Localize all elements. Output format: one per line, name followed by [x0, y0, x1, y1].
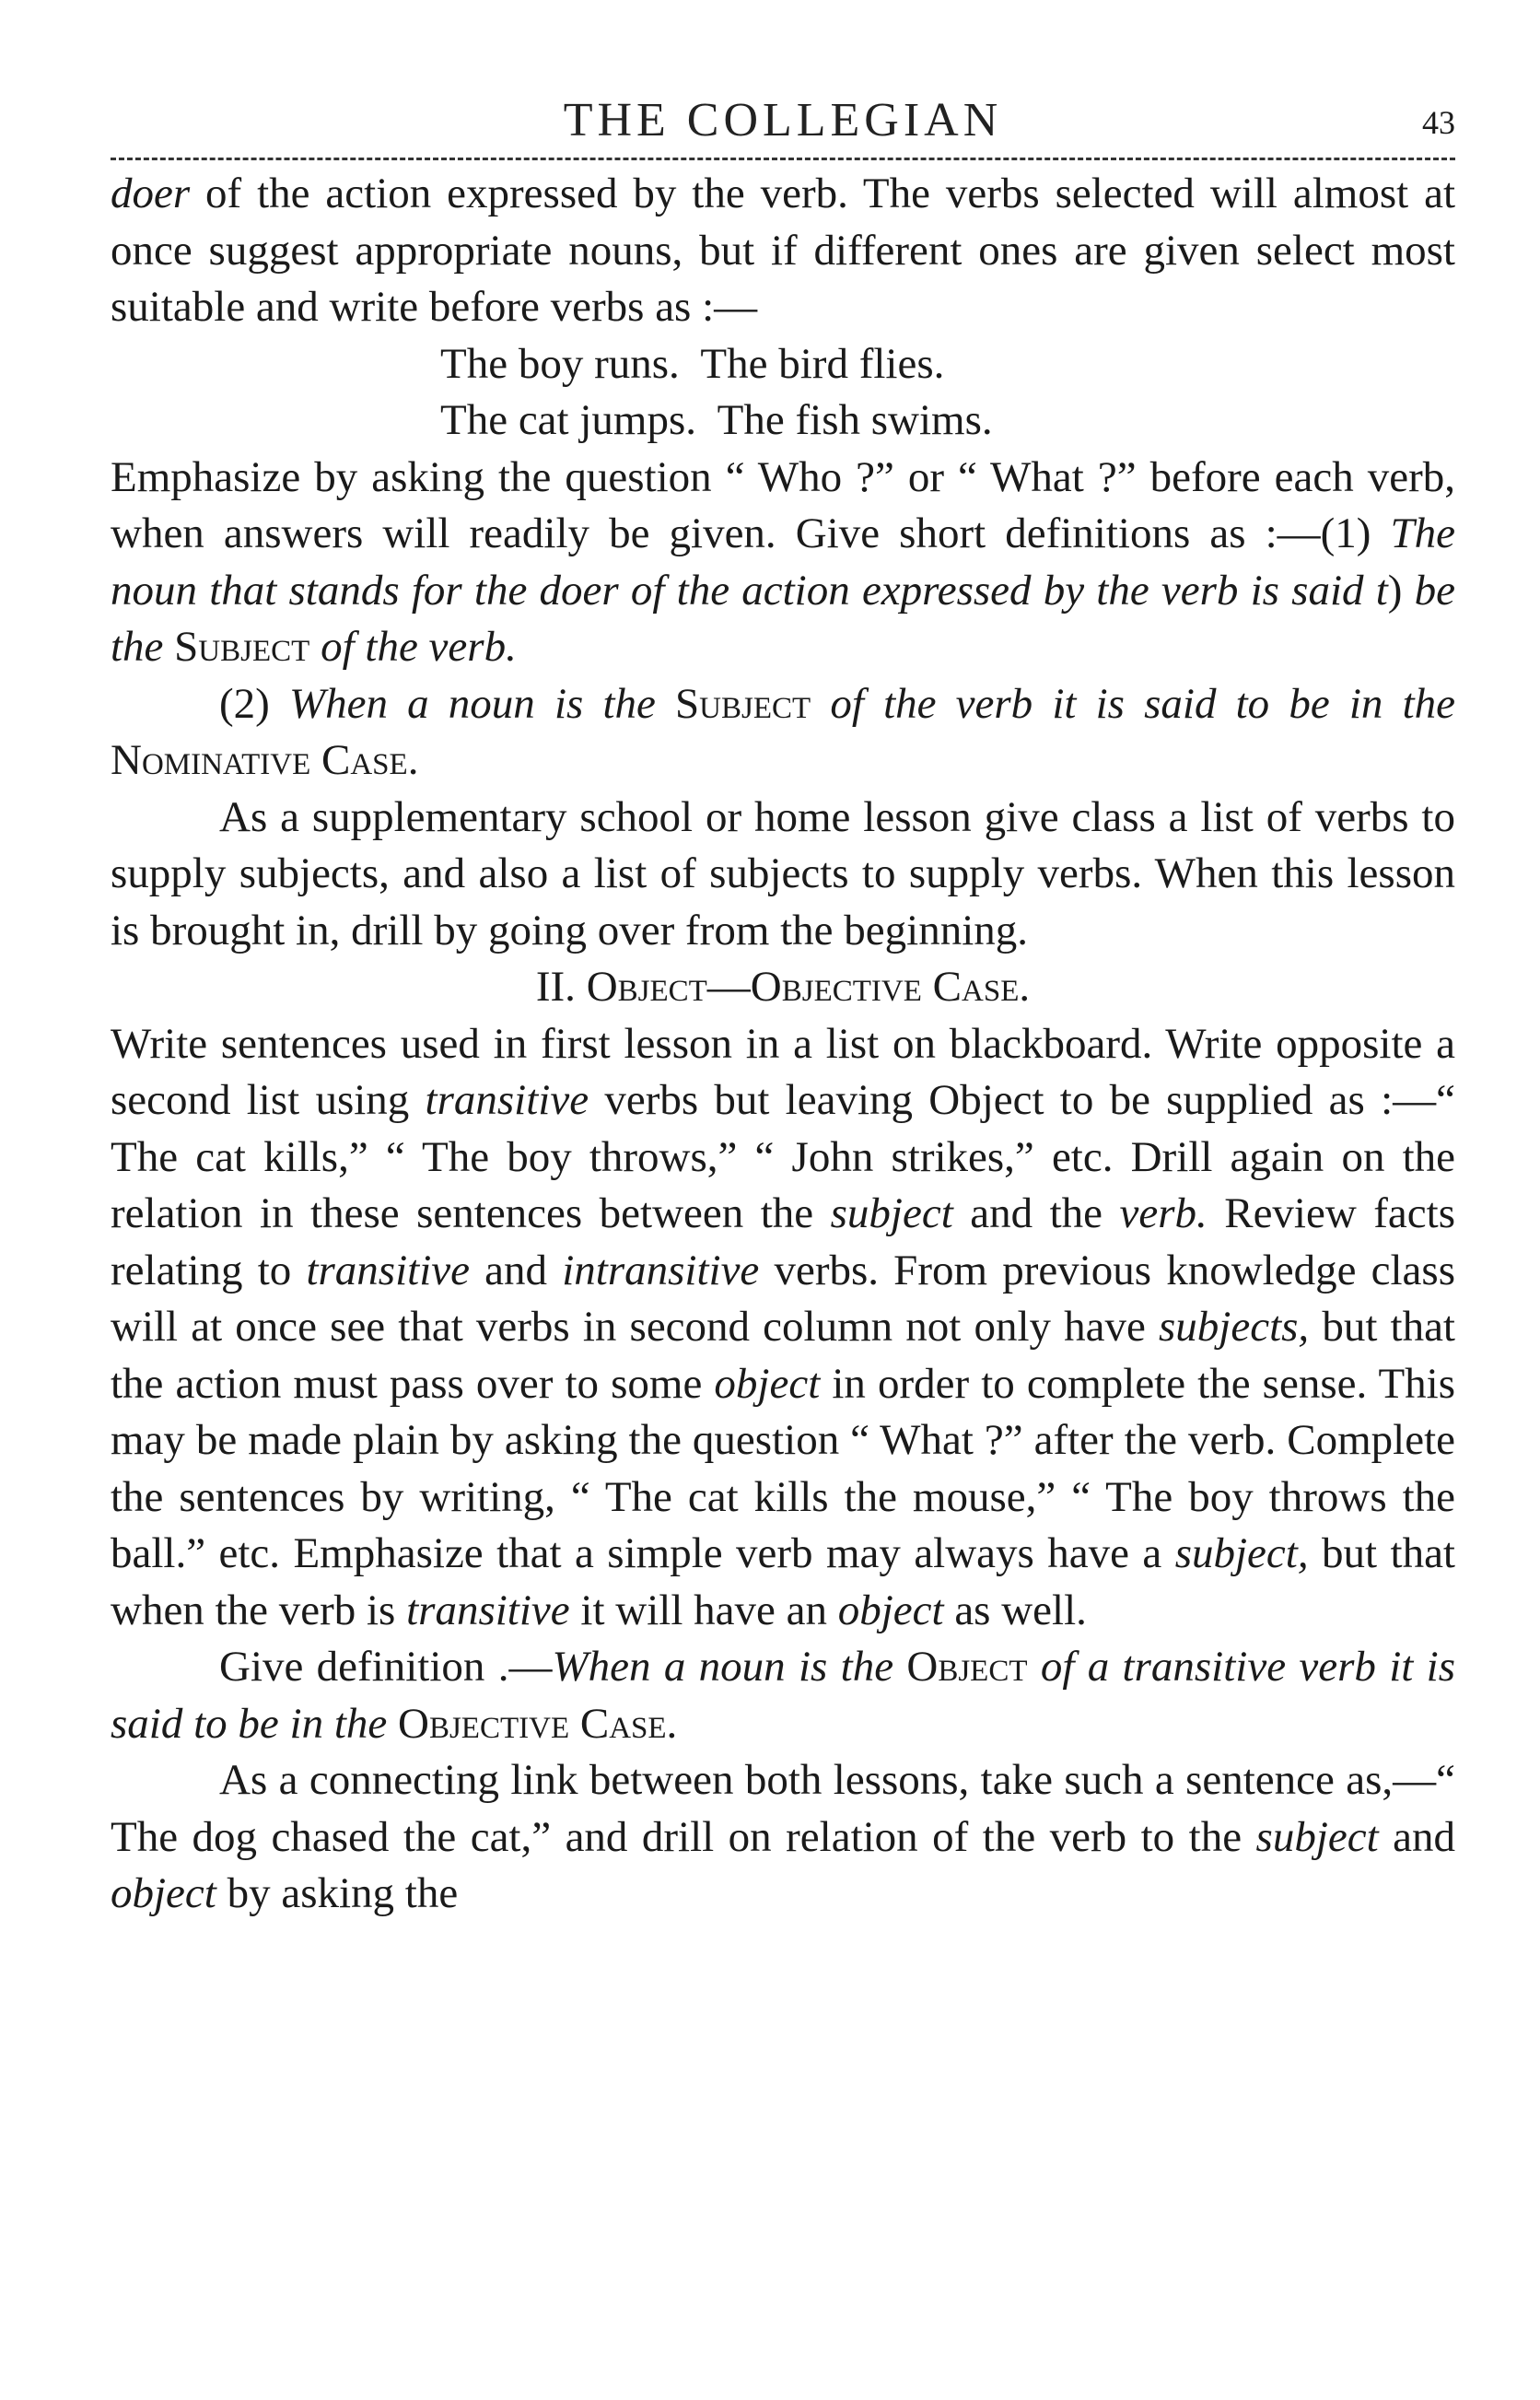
- punctuation: .: [407, 736, 419, 784]
- italic-term: subjects,: [1159, 1303, 1310, 1351]
- definition-2-text: When a noun is the: [288, 679, 676, 728]
- paragraph-write-sentences: [111, 1016, 1455, 1640]
- italic-term: transitive: [306, 1246, 470, 1294]
- paragraph-supplementary: As a supplementary school or home lesson give class a list of verbs to supply subjects, and also a list of subjects to supply verbs. When this lesson is brought in, drill by going over from the beginning.: [111, 792, 1455, 954]
- running-title: THE COLLEGIAN: [563, 94, 1003, 146]
- paragraph-text: of the action expressed by the verb. The verbs selected will almost at once suggest appropriate nouns, but if different ones are given select most suitable and write before verbs as :—: [111, 170, 1455, 331]
- paragraph-text: As a connecting link between both lessons, take such a sentence as,—“ The dog chased the cat,” and drill on relation of the verb to the: [111, 1756, 1455, 1861]
- term-subject: Subject: [174, 623, 310, 671]
- italic-doer: doer: [111, 170, 191, 217]
- paragraph-text: and the: [952, 1189, 1120, 1237]
- definition-1-text: of the verb.: [321, 623, 517, 671]
- definition-text: When a noun is the: [552, 1643, 907, 1691]
- paragraph-doer: [111, 166, 1455, 336]
- example-line-2: The cat jumps. The fish swims.: [440, 396, 993, 444]
- paragraph-text: by asking the: [216, 1869, 459, 1917]
- italic-term: object: [111, 1869, 216, 1917]
- definition-2-text: of the verb it is said to be in the: [811, 679, 1455, 728]
- italic-term: transitive: [425, 1076, 589, 1124]
- paragraph-text: as well.: [943, 1586, 1087, 1634]
- section-heading: [111, 959, 1455, 1016]
- paragraph-text: verbs but leaving Object to be supplied as :—“ The cat kills,” “ The boy throws,” “ John strikes,” etc. Drill again on the relation in these sentences between the: [111, 1076, 1455, 1237]
- page-header: [111, 88, 1455, 154]
- term-objective-case: Objective Case: [398, 1699, 667, 1748]
- page-number: 43: [1422, 104, 1455, 141]
- section-number: II.: [535, 963, 576, 1011]
- definition-number: (2): [219, 679, 289, 728]
- paragraph-text: Write sentences used in first lesson in a list on blackboard. Write opposite a second list using: [111, 1019, 1455, 1124]
- italic-term: subject,: [1174, 1529, 1309, 1577]
- italic-term: verb.: [1119, 1189, 1208, 1237]
- definition-1-text: be the: [111, 566, 1455, 671]
- term-subject: Subject: [675, 679, 811, 728]
- paragraph-text: Emphasize by asking the question “ Who ?” or “ What ?” before each verb, when answers will readily be given. Give short definitions as :—(1): [111, 452, 1455, 557]
- italic-term: transitive: [406, 1586, 570, 1634]
- paragraph-definition-object: [111, 1639, 1455, 1752]
- paragraph-text: in order to complete the sense. This may be made plain by asking the question “ What ?” after the verb. Complete the sentences by writing, “ The cat kills the mouse,” “ The boy throws the ball.” etc. Emphasize that a simple verb may always have a: [111, 1359, 1456, 1577]
- printing-artifact: ): [1387, 566, 1403, 615]
- paragraph-emphasize: [111, 450, 1455, 676]
- definition-1-text: The noun that stands for the doer of the action expressed by the verb is said t: [111, 509, 1455, 615]
- paragraph-text: but that the action must pass over to some: [111, 1303, 1455, 1408]
- italic-term: subject: [1255, 1812, 1379, 1861]
- paragraph-definition-2: [111, 676, 1455, 790]
- term-nominative-case: Nominative Case: [111, 736, 408, 784]
- body-text: [111, 166, 1455, 1923]
- punctuation: .: [666, 1699, 678, 1748]
- header-rule: [111, 158, 1455, 160]
- paragraph-text: Review facts relating to: [111, 1189, 1455, 1294]
- paragraph-text: and: [470, 1246, 563, 1294]
- paragraph-text: verbs. From previous knowledge class will at once see that verbs in second column not only have: [111, 1246, 1455, 1351]
- italic-term: object: [837, 1586, 944, 1634]
- example-line-1: The boy runs. The bird flies.: [440, 339, 945, 388]
- paragraph-text: it will have an: [569, 1586, 838, 1634]
- paragraph-text: and: [1378, 1812, 1455, 1861]
- paragraph-text: but that when the verb is: [111, 1529, 1455, 1634]
- book-page: [111, 88, 1455, 1923]
- section-title: Object—Objective Case.: [586, 963, 1031, 1011]
- term-object: Object: [906, 1643, 1028, 1691]
- definition-text: of a transitive verb it is said to be in the: [111, 1643, 1456, 1748]
- italic-term: object: [714, 1359, 821, 1408]
- italic-term: intransitive: [562, 1246, 760, 1294]
- paragraph-text: Give definition .—: [219, 1643, 553, 1691]
- paragraph-connecting-link: [111, 1752, 1455, 1923]
- italic-term: subject: [830, 1189, 953, 1237]
